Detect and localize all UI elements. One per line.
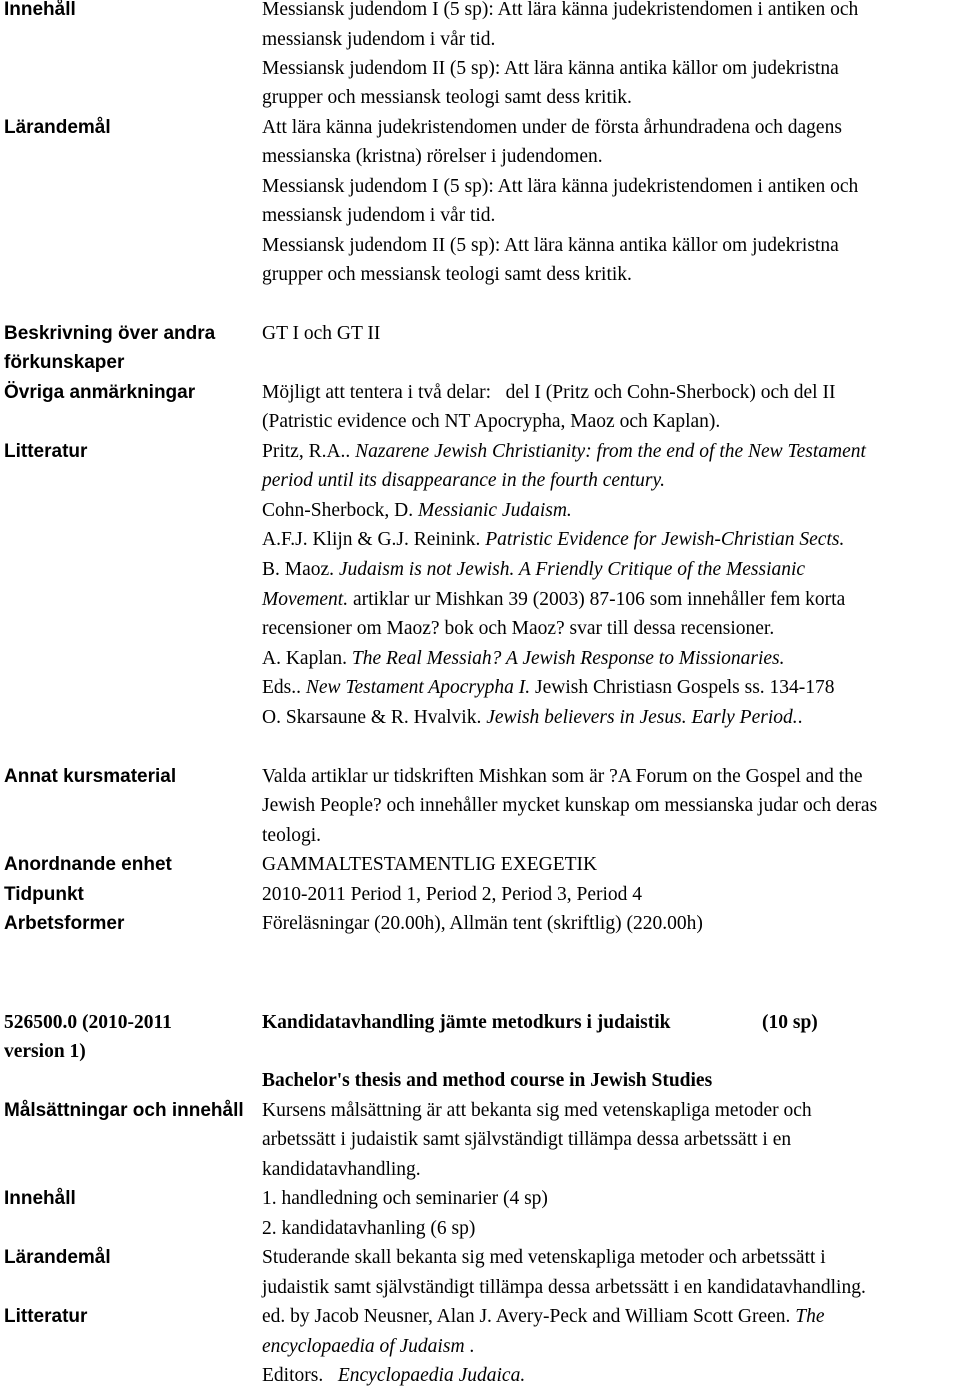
literature-entry: A.F.J. Klijn & G.J. Reinink. Patristic Evidence for Jewish-Christian Sects. [262,529,845,550]
literature-entry: ed. by Jacob Neusner, Alan J. Avery-Peck and William Scott Green. The [262,1306,825,1327]
tidpunkt-label: Tidpunkt [4,884,84,905]
annat-line: Jewish People? och innehåller mycket kunskap om messianska judar och deras [262,795,878,816]
innehall-label: Innehåll [4,0,76,20]
course-code: 526500.0 (2010-2011 [4,1012,172,1033]
larandemal-label: Lärandemål [4,117,111,138]
larandemal-line: Att lära känna judekristendomen under de första århundradena och dagens [262,117,842,138]
course-litteratur-label: Litteratur [4,1306,88,1327]
malsattning-line: kandidatavhandling. [262,1159,421,1180]
annat-label: Annat kursmaterial [4,766,177,787]
larandemal-line: messianska (kristna) rörelser i judendomen. [262,146,603,167]
literature-entry: Editors. Encyclopaedia Judaica. [262,1365,526,1386]
ovriga-line: (Patristic evidence och NT Apocrypha, Maoz och Kaplan). [262,411,721,432]
course-larandemal-line: judaistik samt självständigt tillämpa dessa arbetssätt i en kandidatavhandling. [262,1277,866,1298]
innehall-line: grupper och messiansk teologi samt dess kritik. [262,87,632,108]
literature-entry: Pritz, R.A.. Nazarene Jewish Christianity: from the end of the New Testament [262,441,866,462]
larandemal-line: messiansk judendom i vår tid. [262,205,496,226]
arbetsformer-label: Arbetsformer [4,913,125,934]
innehall-line: Messiansk judendom I (5 sp): Att lära känna judekristendomen i antiken och [262,0,859,20]
literature-entry: B. Maoz. Judaism is not Jewish. A Friendly Critique of the Messianic [262,559,806,580]
anordnande-value: GAMMALTESTAMENTLIG EXEGETIK [262,854,598,875]
ovriga-line: Möjligt att tentera i två delar: del I (Pritz och Cohn-Sherbock) och del II [262,382,836,403]
larandemal-line: Messiansk judendom I (5 sp): Att lära känna judekristendomen i antiken och [262,176,859,197]
literature-entry: Movement. artiklar ur Mishkan 39 (2003) 87-106 som innehåller fem korta [262,589,846,610]
litteratur-label: Litteratur [4,441,88,462]
course-innehall-line: 2. kandidatavhanling (6 sp) [262,1218,476,1239]
literature-entry: Eds.. New Testament Apocrypha I. Jewish Christiasn Gospels ss. 134-178 [262,677,835,698]
course-title-sv: Kandidatavhandling jämte metodkurs i judaistik [262,1012,671,1033]
course-title-en: Bachelor's thesis and method course in Jewish Studies [262,1070,713,1091]
annat-line: teologi. [262,825,322,846]
malsattning-line: Kursens målsättning är att bekanta sig med vetenskapliga metoder och [262,1100,812,1121]
course-credits: (10 sp) [762,1012,818,1033]
course-larandemal-line: Studerande skall bekanta sig med vetenskapliga metoder och arbetssätt i [262,1247,826,1268]
forkunskaper-label: förkunskaper [4,352,125,373]
forkunskaper-label: Beskrivning över andra [4,323,216,344]
ovriga-label: Övriga anmärkningar [4,382,196,403]
arbetsformer-value: Föreläsningar (20.00h), Allmän tent (skriftlig) (220.00h) [262,913,703,934]
larandemal-line: grupper och messiansk teologi samt dess kritik. [262,264,632,285]
literature-entry: period until its disappearance in the fourth century. [262,470,665,491]
course-innehall-label: Innehåll [4,1188,76,1209]
larandemal-line: Messiansk judendom II (5 sp): Att lära känna antika källor om judekristna [262,235,839,256]
anordnande-label: Anordnande enhet [4,854,172,875]
malsattning-label: Målsättningar och innehåll [4,1100,244,1121]
forkunskaper-value: GT I och GT II [262,323,381,344]
literature-entry: A. Kaplan. The Real Messiah? A Jewish Response to Missionaries. [262,648,785,669]
innehall-line: Messiansk judendom II (5 sp): Att lära känna antika källor om judekristna [262,58,839,79]
literature-entry: recensioner om Maoz? bok och Maoz? svar till dessa recensioner. [262,618,775,639]
course-larandemal-label: Lärandemål [4,1247,111,1268]
course-innehall-line: 1. handledning och seminarier (4 sp) [262,1188,548,1209]
course-version: version 1) [4,1041,86,1062]
literature-entry: encyclopaedia of Judaism . [262,1336,475,1357]
innehall-line: messiansk judendom i vår tid. [262,29,496,50]
tidpunkt-value: 2010-2011 Period 1, Period 2, Period 3, Period 4 [262,884,643,905]
literature-entry: O. Skarsaune & R. Hvalvik. Jewish believers in Jesus. Early Period.. [262,707,803,728]
annat-line: Valda artiklar ur tidskriften Mishkan som är ?A Forum on the Gospel and the [262,766,863,787]
malsattning-line: arbetssätt i judaistik samt självständigt tillämpa dessa arbetssätt i en [262,1129,792,1150]
literature-entry: Cohn-Sherbock, D. Messianic Judaism. [262,500,572,521]
